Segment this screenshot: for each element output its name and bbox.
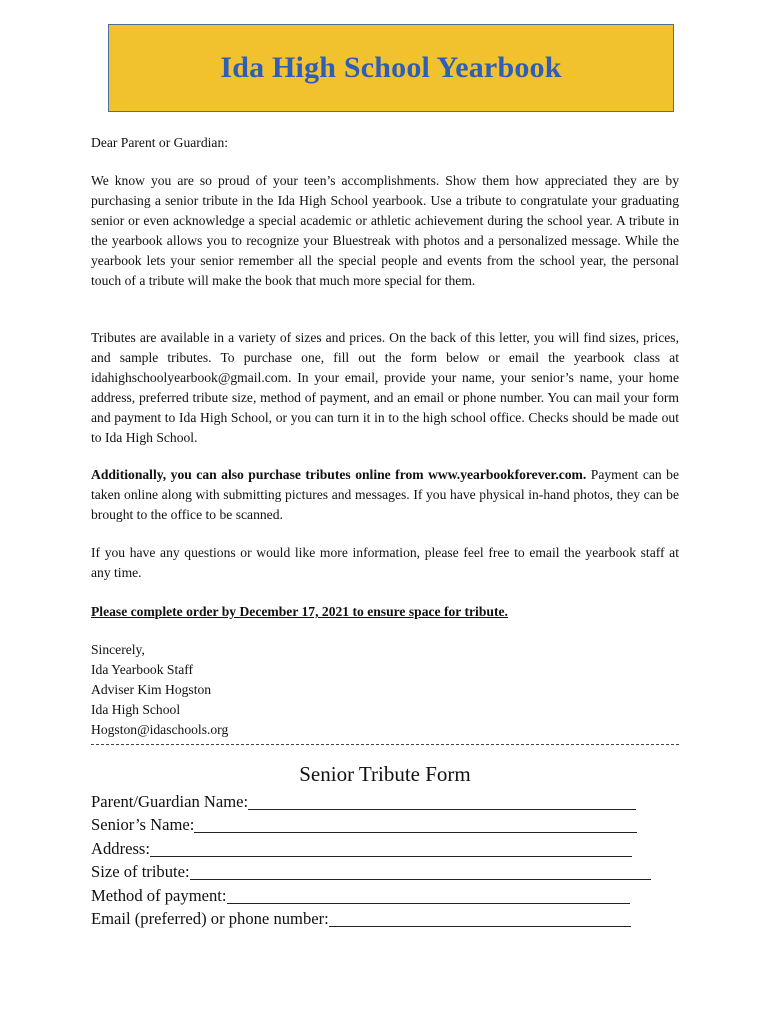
page-title: Ida High School Yearbook [220, 51, 562, 84]
form-row-address [91, 836, 651, 860]
form-row-payment-method [91, 883, 651, 907]
address-label: Address: [91, 838, 150, 858]
paragraph-questions: If you have any questions or would like more information, please feel free to email the yearbook staff at any time. [91, 545, 679, 580]
signoff-closing: Sincerely, [91, 642, 145, 657]
tribute-form [91, 789, 651, 930]
address-field[interactable] [150, 838, 632, 857]
parent-name-field[interactable] [248, 791, 636, 810]
online-payment-note: Payment can be taken online along with submitting pictures and messages. If you have physical in-hand photos, they can be brought to the office to be scanned. [91, 467, 679, 522]
cut-line-divider [91, 744, 679, 745]
online-purchase-note: Additionally, you can also purchase tributes online from www.yearbookforever.com. [91, 467, 587, 482]
signoff-school: Ida High School [91, 702, 181, 717]
form-title: Senior Tribute Form [299, 762, 471, 786]
payment-method-label: Method of payment: [91, 885, 227, 905]
form-row-senior-name [91, 813, 651, 837]
tribute-size-label: Size of tribute: [91, 862, 190, 881]
payment-method-field[interactable] [227, 885, 630, 904]
tribute-size-field[interactable] [190, 861, 651, 880]
signoff-email: Hogston@idaschools.org [91, 722, 229, 737]
title-banner [108, 24, 674, 112]
parent-name-label: Parent/Guardian Name: [91, 791, 249, 811]
signoff-block [91, 640, 228, 740]
senior-name-label: Senior’s Name: [91, 815, 195, 834]
signoff-adviser: Adviser Kim Hogston [91, 682, 212, 697]
paragraph-online [91, 465, 679, 525]
paragraph-intro: We know you are so proud of your teen’s accomplishments. Show them how appreciated they are by purchasing a senior tribute in the Ida High School yearbook. Use a tribute to congratulate your graduating senior or even acknowledge a special academic or athletic achievement during the school year. A tribute in the yearbook allows you to recognize your Bluestreak with photos and a personalized message. While the yearbook lets your senior remember all the special people and events from the school year, the personal touch of a tribute will make the book that much more special for them. [91, 173, 679, 288]
paragraph-ordering: Tributes are available in a variety of sizes and prices. On the back of this letter, you will find sizes, prices, and sample tributes. To purchase one, fill out the form below or email the yearbook class at idahighschoolyearbook@gmail.com. In your email, provide your name, your senior’s name, your home address, preferred tribute size, method of payment, and an email or phone number. You can mail your form and payment to Ida High School, or you can turn it in to the high school office. Checks should be made out to Ida High School. [91, 330, 679, 445]
signoff-staff: Ida Yearbook Staff [91, 662, 194, 677]
form-row-tribute-size [91, 860, 651, 884]
deadline-notice: Please complete order by December 17, 2021 to ensure space for tribute. [91, 604, 508, 619]
form-row-contact [91, 907, 651, 931]
form-row-parent-name [91, 789, 651, 813]
contact-field[interactable] [329, 908, 631, 927]
contact-label: Email (preferred) or phone number: [91, 909, 329, 928]
senior-name-field[interactable] [194, 814, 637, 833]
salutation: Dear Parent or Guardian: [91, 135, 229, 150]
